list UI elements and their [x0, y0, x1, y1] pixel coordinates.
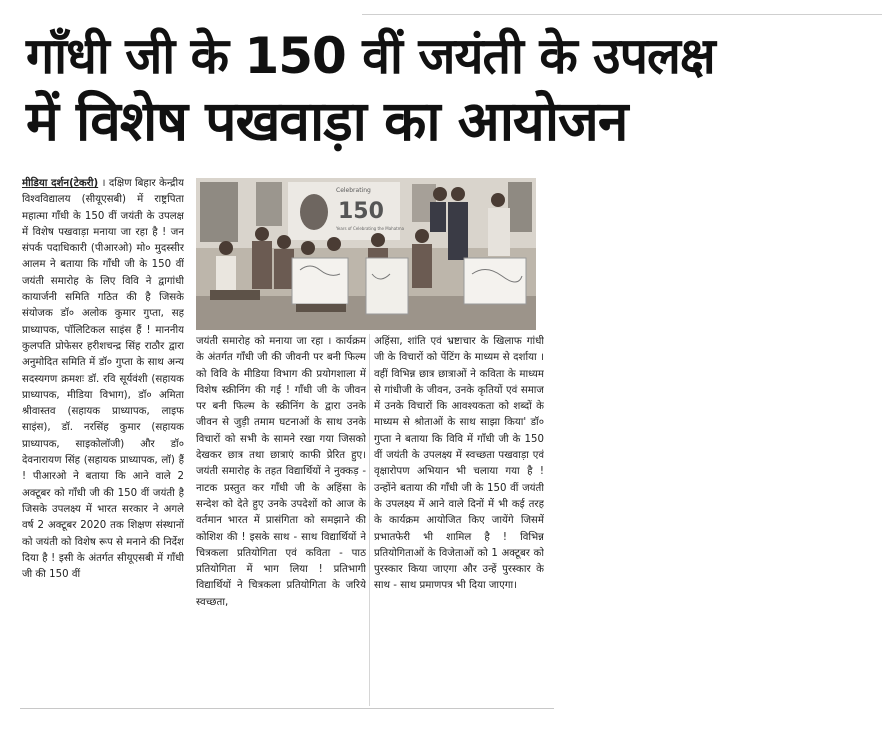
column-1-text: । दक्षिण बिहार केन्द्रीय विश्वविद्यालय (सीयूएसबी) में राष्ट्रपिता महात्मा गाँधी के 150 वीं जयंती के उपलक्ष में विशेष पखवाड़ा मनाया जा रहा है ! जन संपर्क पदाधिकारी (पीआरओ) मो० मुदस्सीर आलम ने बताया कि गाँधी जी के 150 वीं जयंती समारोह के लिए विवि ने द्वागांधी कायार्जनी समिति गठित की है जिसके संयोजक डॉ० अलोक कुमार गुप्ता, सह प्राध्यापक, पॉलिटिकल साइंस हैं ! माननीय कुलपति प्रोफेसर हरीशचन्द्र सिंह राठौर द्वारा अनुमोदित समिति में डॉ० गुप्ता के साथ अन्य सदस्यगण क्रमशः डॉ. रवि सूर्यवंशी (सहायक प्राध्यापक, मीडिया विभाग), डॉ० अमिता श्रीवास्तव (सहायक प्राध्यापक, लाइफ साइंस), डॉ. नरसिंह कुमार (सहायक प्राध्यापक, साइकोलॉजी) और डॉ० देवनारायण सिंह (सहायक प्राध्यापक, लॉ) हैं ! पीआरओ ने बताया कि आने वाले 2 अक्टूबर को गाँधी जी की 150 वीं जयंती है जिसके उपलक्ष्य में भारत सरकार ने अगले वर्ष 2 अक्टूबर 2020 तक शिक्षण संस्थानों को जयंती को विशेष रूप से मनाने की निर्देश दिया है ! इसी के अंतर्गत सीयूएसबी में गाँधी जी की 150 वीं — [22, 178, 184, 581]
top-rule — [362, 14, 882, 15]
article-column-3: अहिंसा, शांति एवं भ्रष्टाचार के खिलाफ गांधी जी के विचारों को पेंटिंग के माध्यम से दर्शाया । वहीं विभिन्न छात्र छात्राओं ने कविता के माध्यम से गांधीजी के जीवन, उनके कृतियों एवं समाज में उनके विचारों कि आवश्यकता को शब्दों के माध्यम से श्रोताओं के साथ साझा किया' डॉ० गुप्ता ने बताया कि विवि में गाँधी जी के 150 वीं जयंती के उपलक्ष्य में स्वच्छता पखवाड़ा एवं वृक्षारोपण अभियान भी चलाया गया है ! उन्होंने बताया की गाँधी जी के 150 वीं जयंती के उपलक्ष्य में आने वाले दिनों में भी कई तरह के कार्यक्रम आयोजित किए जायेंगे जिसमें प्रभातफेरी भी शामिल है ! विभिन्न प्रतियोगिताओं के विजेताओं को 1 अक्टूबर को पुरस्कार किया जाएगा और उन्हें पुरस्कार के साथ - साथ प्रमाणपत्र भी दिया जाएगा। — [374, 336, 544, 592]
article-column-2: जयंती समारोह को मनाया जा रहा । कार्यक्रम के अंतर्गत गाँधी जी की जीवनी पर बनी फिल्म को विवि के मीडिया विभाग की प्रयोगशाला में विशेष स्क्रीनिंग की गई ! गाँधी जी के जीवन पर बनी फिल्म के स्क्रीनिंग के द्वारा उनके जीवन से जुड़ी तमाम घटनाओं के साथ उनके विचारों को सभी के सामने रखा गया जिसको देखकर छात्र तथा छात्राएं काफी प्रेरित हुए। जयंती समारोह के तहत विद्यार्थियों ने नुक्कड़ - नाटक प्रस्तुत कर गाँधी जी के अहिंसा के सन्देश को देते हुए उनके उपदेशों को आज के वर्तमान भारत में प्रासंगिता को समझाने की कोशिश की ! इसके साथ - साथ विद्यार्थियों ने चित्रकला प्रतियोगिता एवं कविता - पाठ प्रतियोगिता में भाग लिया ! प्रतिभागी विद्यार्थियों ने चित्रकला प्रतियोगिता के जरिये स्वच्छता, — [196, 336, 366, 608]
bottom-rule — [20, 708, 554, 709]
gandhi-portrait — [300, 194, 328, 230]
banner-caption: Celebrating — [336, 187, 371, 194]
event-photo-illustration — [196, 178, 536, 330]
article-column-1 — [22, 176, 184, 706]
poster-3 — [464, 258, 526, 304]
byline: मीडिया दर्शन(टेकरी) — [22, 178, 99, 189]
poster-2 — [366, 258, 408, 314]
poster-1 — [292, 258, 348, 304]
banner-subtext: Years of Celebrating the Mahatma — [336, 226, 405, 231]
headline-line-1: गाँधी जी के 150 वीं जयंती के उपलक्ष — [26, 27, 715, 85]
column-divider — [369, 334, 370, 706]
banner-number: 150 — [338, 199, 384, 224]
event-photo — [196, 178, 536, 330]
headline-line-2: में विशेष पखवाड़ा का आयोजन — [26, 89, 628, 153]
